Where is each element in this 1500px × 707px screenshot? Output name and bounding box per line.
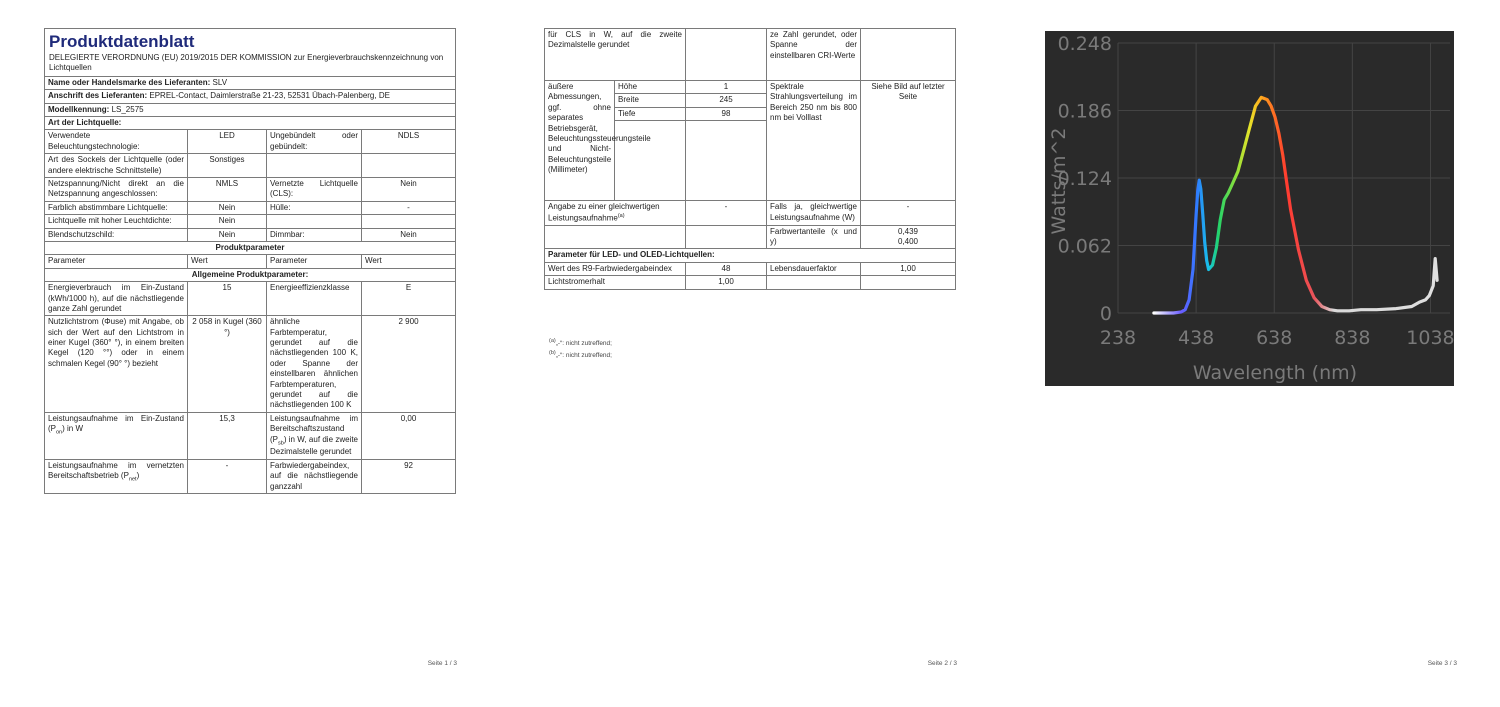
energy-consumption-value: 15 [188, 282, 267, 316]
survival-factor-label: Lebensdauerfaktor [767, 262, 861, 275]
product-data-table [44, 28, 456, 494]
technology-label: Verwendete Beleuchtungstechnologie: [45, 130, 188, 154]
cct-label: ähnliche Farbtemperatur, gerundet auf die nächstliegenden 100 K, oder Spanne der einstellbaren ähnlichen Farbtemperaturen, gerundet auf die nächstliegenden 100 K [267, 316, 362, 413]
cri-value: 92 [362, 459, 456, 493]
spectrum-value: Siehe Bild auf letzter Seite [861, 81, 956, 201]
model-label: Modellkennung: [48, 104, 110, 114]
page-number: Seite 1 / 3 [427, 660, 457, 667]
r9-label: Wert des R9-Farbwiedergabeindex [545, 262, 686, 275]
equivalent-power-value: - [686, 201, 767, 225]
height-label: Höhe [615, 81, 686, 94]
y-tick-label: 0 [1099, 303, 1112, 325]
footnote-b: $^{(b)}$„-“: nicht zutreffend; [549, 349, 612, 360]
luminous-flux-label: Nutzlichtstrom (Φuse) mit Angabe, ob sich der Wert auf den Lichtstrom in einer Kugel (360° °), in einem breiten Kegel (120 °°) oder in einem schmalen Kegel (90° °) bezieht [45, 316, 188, 413]
supplier-address-row [45, 90, 456, 103]
page-2 [500, 0, 1000, 707]
width-value: 245 [686, 94, 767, 107]
equivalent-watt-label: Falls ja, gleichwertige Leistungsaufnahme (W) [767, 201, 861, 225]
supplier-name-label: Name oder Handelsmarke des Lieferanten: [48, 77, 211, 87]
column-parameter-2: Parameter [267, 255, 362, 268]
energy-consumption-label: Energieverbrauch im Ein-Zustand (kWh/1000 h), auf die nächstliegende ganze Zahl gerundet [45, 282, 188, 316]
chart-ticks [1058, 33, 1455, 349]
technology-value: LED [188, 130, 267, 154]
page-number: Seite 3 / 3 [1427, 660, 1457, 667]
x-tick-label: 838 [1334, 327, 1371, 349]
cls-value: Nein [362, 178, 456, 202]
regulation-text: DELEGIERTE VERORDNUNG (EU) 2019/2015 DER KOMMISSION zur Energieverbrauchskennzeichnung von Lichtquellen [49, 53, 444, 73]
network-standby-label: Leistungsaufnahme im vernetzten Bereitschaftsbetrieb $(P_{net})$ [45, 459, 188, 493]
product-params-heading: Produktparameter [45, 241, 456, 254]
product-data-table-cont [544, 28, 956, 290]
column-value-2: Wert [362, 255, 456, 268]
on-power-value: 15,3 [188, 412, 267, 459]
cls-standby-label: für CLS in W, auf die zweite Dezimalstelle gerundet [545, 29, 686, 81]
standby-power-label: Leistungsaufnahme im Bereitschaftszustand $(P_{sb})$ in W, auf die zweite Dezimalstelle gerundet [267, 412, 362, 459]
r9-value: 48 [686, 262, 767, 275]
energy-class-value: E [362, 282, 456, 316]
chromaticity-x: 0,439 [897, 226, 919, 236]
supplier-address-label: Anschrift des Lieferanten: [48, 91, 148, 101]
chromaticity-values [861, 225, 956, 249]
page-3 [1000, 0, 1500, 707]
cri-range-label: ze Zahl gerundet, oder Spanne der einstellbaren CRI-Werte [767, 29, 861, 81]
y-axis-label: Watts/m^2 [1048, 127, 1070, 235]
chromaticity-y: 0,400 [897, 237, 919, 246]
page-title: Produktdatenblatt [49, 32, 195, 51]
supplier-address-value: EPREL-Contact, Daimlerstraße 21-23, 52531 Übach-Palenberg, DE [149, 91, 390, 101]
height-value: 1 [686, 81, 767, 94]
envelope-label: Hülle: [267, 201, 362, 214]
lumen-maintenance-label: Lichtstromerhalt [545, 276, 686, 289]
socket-label: Art des Sockels der Lichtquelle (oder andere elektrische Schnittstelle) [45, 154, 188, 178]
supplier-name-value: SLV [212, 77, 228, 87]
x-tick-label: 638 [1256, 327, 1293, 349]
on-power-label: Leistungsaufnahme im Ein-Zustand $(P_{on})$ in W [45, 412, 188, 459]
directional-label: Ungebündelt oder gebündelt: [267, 130, 362, 154]
spectrum-chart [1045, 31, 1454, 386]
x-tick-label: 438 [1177, 327, 1215, 349]
footnotes [549, 337, 612, 361]
dimmable-label: Dimmbar: [267, 228, 362, 241]
column-value: Wert [188, 255, 267, 268]
general-params-heading: Allgemeine Produktparameter: [45, 268, 456, 281]
dimensions-label: äußere Abmessungen, ggf. ohne separates Betriebsgerät, Beleuchtungssteuerungsteile und Nicht-Beleuchtungsteile (Millimeter) [545, 81, 615, 201]
supplier-name-row [45, 76, 456, 89]
socket-value: Sonstiges [188, 154, 267, 178]
network-standby-value: - [188, 459, 267, 493]
standby-power-value: 0,00 [362, 412, 456, 459]
cls-label: Vernetzte Lichtquelle (CLS): [267, 178, 362, 202]
luminous-flux-value: 2 058 in Kugel (360 °) [188, 316, 267, 413]
mains-label: Netzspannung/Nicht direkt an die Netzspannung angeschlossen: [45, 178, 188, 202]
led-params-heading: Parameter für LED- und OLED-Lichtquellen: [545, 249, 956, 262]
light-source-type-heading: Art der Lichtquelle: [45, 117, 456, 130]
chromaticity-label: Farbwertanteile (x und y) [767, 225, 861, 249]
dimmable-value: Nein [362, 228, 456, 241]
page-number: Seite 2 / 3 [927, 660, 957, 667]
y-tick-label: 0.248 [1057, 33, 1112, 55]
x-tick-label: 238 [1099, 327, 1137, 349]
page-1-table-clip [44, 28, 458, 653]
directional-value: NDLS [362, 130, 456, 154]
footnote-a: $^{(a)}$„-“: nicht zutreffend; [549, 338, 612, 348]
cri-label: Farbwiedergabeindex, auf die nächstliegende ganzzahl [267, 459, 362, 493]
column-parameter: Parameter [45, 255, 188, 268]
x-tick-label: 1038 [1406, 327, 1455, 349]
envelope-value: - [362, 201, 456, 214]
equivalent-power-label: Angabe zu einer gleichwertigen Leistungsaufnahme$^{(a)}$ [545, 201, 686, 225]
survival-factor-value: 1,00 [861, 262, 956, 275]
equivalent-watt-value: - [861, 201, 956, 225]
depth-value: 98 [686, 107, 767, 120]
tunable-value: Nein [188, 201, 267, 214]
high-luminance-label: Lichtquelle mit hoher Leuchtdichte: [45, 215, 188, 228]
page-2-table-clip [544, 28, 958, 334]
y-tick-label: 0.124 [1057, 168, 1112, 190]
depth-label: Tiefe [615, 107, 686, 120]
y-tick-label: 0.062 [1057, 235, 1112, 258]
chart-grid [1118, 43, 1450, 313]
page-1 [0, 0, 500, 707]
width-label: Breite [615, 94, 686, 107]
tunable-label: Farblich abstimmbare Lichtquelle: [45, 201, 188, 214]
mains-value: NMLS [188, 178, 267, 202]
lumen-maintenance-value: 1,00 [686, 276, 767, 289]
model-value: LS_2575 [111, 104, 144, 114]
spectrum-label: Spektrale Strahlungsverteilung im Bereich 250 nm bis 800 nm bei Volllast [767, 81, 861, 201]
model-row [45, 103, 456, 116]
y-tick-label: 0.186 [1057, 100, 1112, 123]
spectrum-chart-svg [1045, 31, 1454, 386]
energy-class-label: Energieeffizienzklasse [267, 282, 362, 316]
glare-shield-value: Nein [188, 228, 267, 241]
cct-value: 2 900 [362, 316, 456, 413]
x-axis-label: Wavelength (nm) [1192, 362, 1358, 384]
high-luminance-value: Nein [188, 215, 267, 228]
glare-shield-label: Blendschutzschild: [45, 228, 188, 241]
